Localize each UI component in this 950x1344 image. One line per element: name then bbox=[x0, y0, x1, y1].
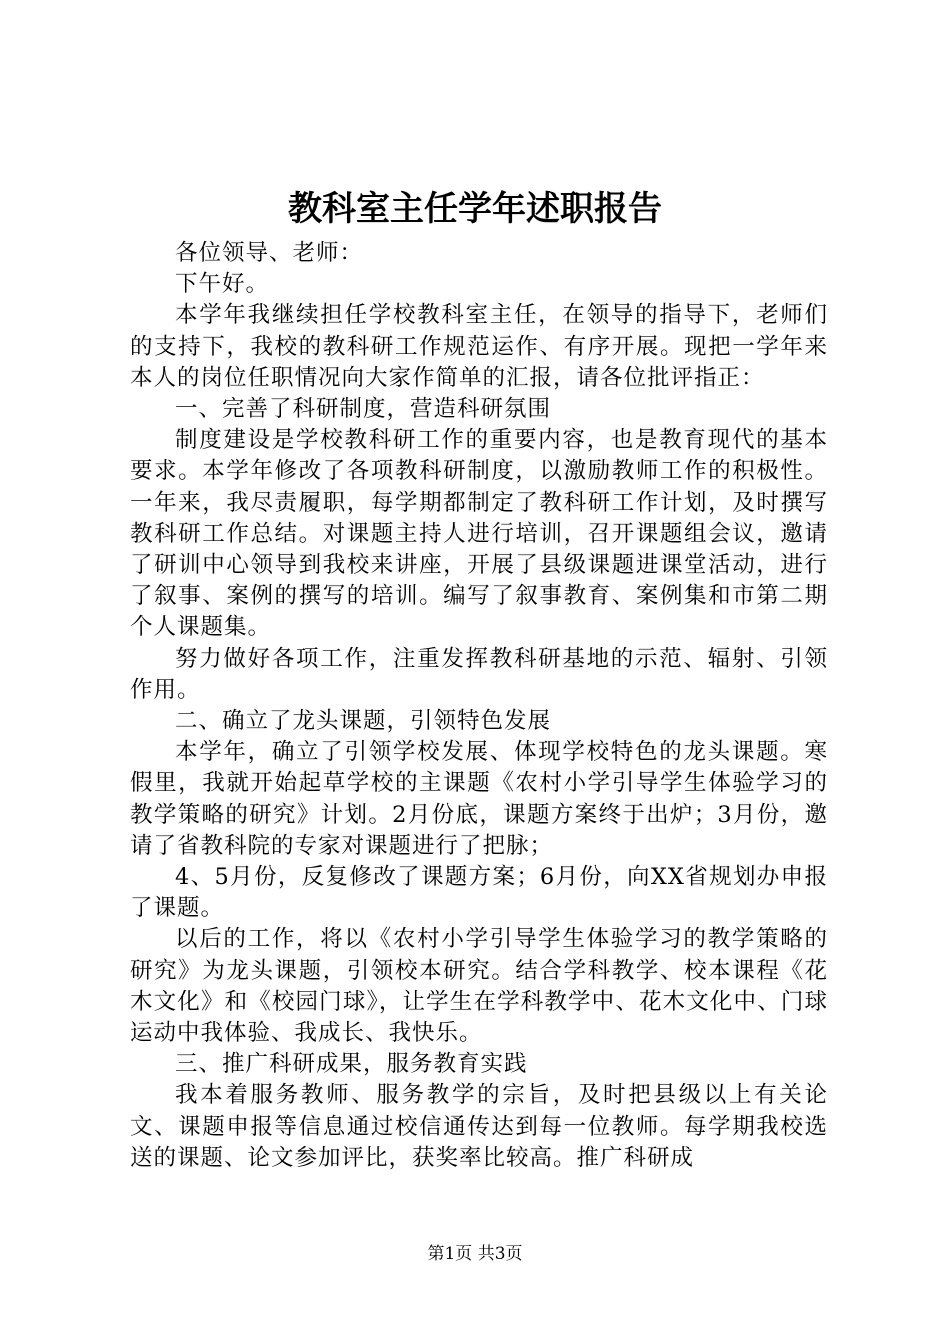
paragraph-section2-future: 以后的工作，将以《农村小学引导学生体验学习的教学策略的研究》为龙头课题，引领校本研究。结合学科教学、校本课程《花木文化》和《校园门球》，让学生在学科教学中、花木文化中、门球运动中我体验、我成长、我快乐。 bbox=[130, 926, 828, 1047]
paragraph-section2-application: 4、5月份，反复修改了课题方案；6月份，向XX省规划办申报了课题。 bbox=[130, 864, 828, 922]
section-heading-2: 二、确立了龙头课题，引领特色发展 bbox=[175, 708, 552, 735]
section-heading-3: 三、推广科研成果，服务教育实践 bbox=[175, 1051, 528, 1078]
paragraph-section2-body: 本学年，确立了引领学校发展、体现学校特色的龙头课题。寒假里，我就开始起草学校的主课题《农村小学引导学生体验学习的教学策略的研究》计划。2月份底，课题方案终于出炉；3月份，邀请了省教科院的专家对课题进行了把脉； bbox=[130, 739, 828, 859]
paragraph-salutation: 各位领导、老师： bbox=[175, 240, 364, 266]
paragraph-section1-body: 制度建设是学校教科研工作的重要内容，也是教育现代的基本要求。本学年修改了各项教科研制度，以激励教师工作的积极性。一年来，我尽责履职，每学期都制定了教科研工作计划，及时撰写教科研工作总结。对课题主持人进行培训，召开课题组会议，邀请了研训中心领导到我校来讲座，开展了县级课题进课堂活动，进行了叙事、案例的撰写的培训。编写了叙事教育、案例集和市第二期个人课题集。 bbox=[130, 427, 828, 641]
paragraph-greeting: 下午好。 bbox=[175, 271, 270, 298]
page-number-footer: 第1页 共3页 bbox=[427, 1244, 523, 1264]
document-body bbox=[130, 238, 828, 1174]
paragraph-intro: 本学年我继续担任学校教科室主任，在领导的指导下，老师们的支持下，我校的教科研工作规范运作、有序开展。现把一学年来本人的岗位任职情况向大家作简单的汇报，请各位批评指正： bbox=[130, 302, 828, 391]
section-heading-1: 一、完善了科研制度，营造科研氛围 bbox=[175, 396, 552, 423]
document-title: 教科室主任学年述职报告 bbox=[288, 189, 662, 229]
paragraph-section3-body: 我本着服务教师、服务教学的宗旨，及时把县级以上有关论文、课题申报等信息通过校信通传达到每一位教师。每学期我校选送的课题、论文参加评比，获奖率比较高。推广科研成 bbox=[130, 1082, 828, 1171]
paragraph-section1-extra: 努力做好各项工作，注重发挥教科研基地的示范、辐射、引领作用。 bbox=[130, 645, 828, 703]
